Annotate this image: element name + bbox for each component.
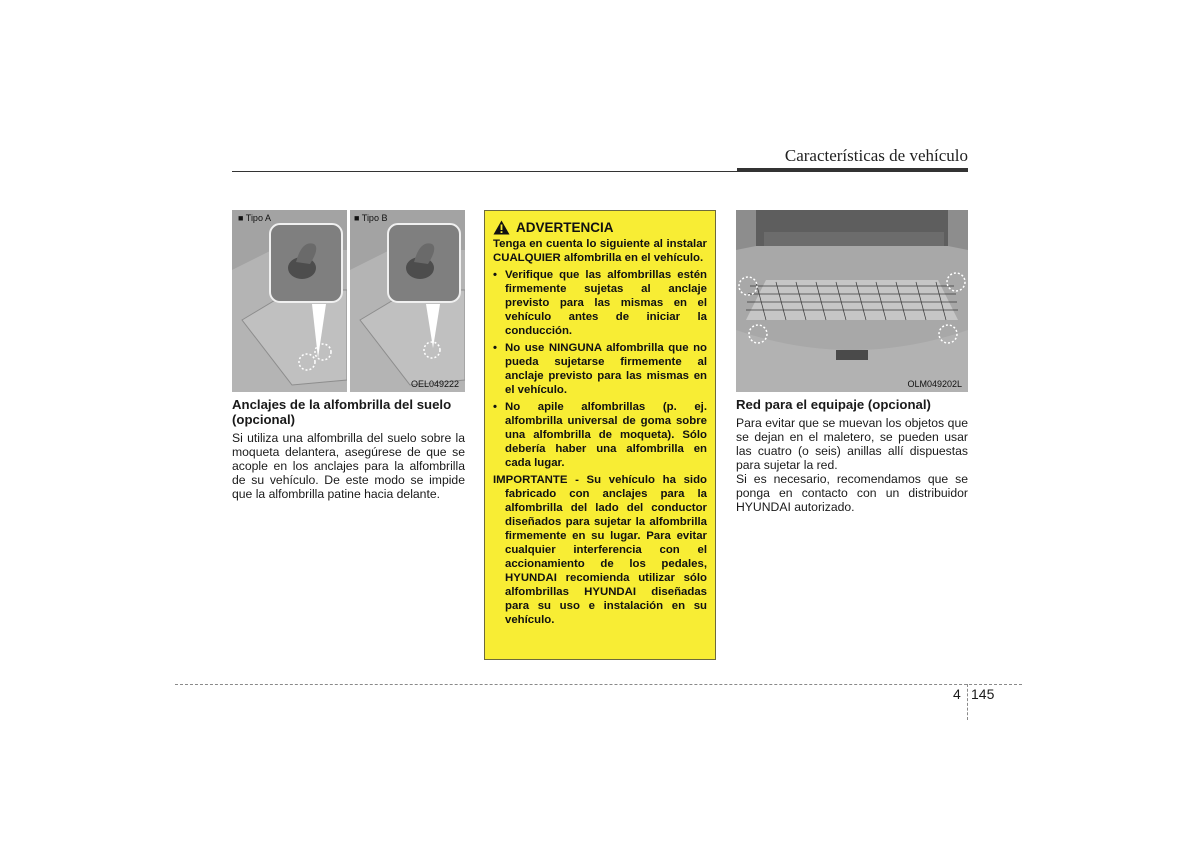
section-heading: Red para el equipaje (opcional) — [736, 397, 931, 412]
section-body: Si es necesario, recomendamos que se ponga en contacto con un distribuidor HYUNDAI autorizado. — [736, 472, 968, 514]
warning-box — [484, 210, 716, 660]
cargo-net-illustration — [736, 210, 968, 392]
mat-anchor-figure — [232, 210, 465, 392]
footer-rule — [175, 684, 1022, 685]
cargo-net-section — [736, 397, 968, 514]
chapter-number: 4 — [953, 686, 961, 702]
section-body: Si utiliza una alfombrilla del suelo sobre la moqueta delantera, asegúrese de que se acople en los anclajes para la alfombrilla de su vehículo. De este modo se impide que la alfombrilla patine hacia delante. — [232, 431, 465, 501]
warning-header — [493, 220, 707, 235]
mat-anchor-illustration — [232, 210, 465, 392]
mat-anchor-section — [232, 397, 465, 501]
section-body: Para evitar que se muevan los objetos que se dejan en el maletero, se pueden usar las cuatro (o seis) anillas allí dispuestas para sujetar la red. — [736, 416, 968, 472]
section-heading: Anclajes de la alfombrilla del suelo (opcional) — [232, 397, 452, 427]
warning-item: • Verifique que las alfombrillas estén firmemente sujetas al anclaje previsto para las mismas en el vehículo antes de iniciar la conducción. — [493, 269, 707, 337]
footer-divider — [967, 684, 968, 720]
figure-label-tipo-b: ■ Tipo B — [354, 213, 388, 223]
warning-triangle-icon — [493, 220, 510, 235]
warning-important: IMPORTANTE - Su vehículo ha sido fabricado con anclajes para la alfombrilla del lado del conductor diseñados para sujetar la alfombrilla firmemente en su lugar. Para evitar cualquier interferencia con el accionamiento de los pedales, HYUNDAI recomienda utilizar sólo alfombrillas HYUNDAI diseñadas para su uso e instalación en su vehículo. — [493, 474, 707, 626]
header-rule-accent — [737, 168, 968, 172]
warning-item: • No apile alfombrillas (p. ej. alfombrilla universal de goma sobre una alfombrilla de moqueta). Sólo debería haber una alfombrilla en cada lugar. — [493, 401, 707, 469]
page-number: 145 — [971, 686, 995, 702]
warning-title: ADVERTENCIA — [516, 219, 614, 235]
figure-code: OLM049202L — [907, 379, 962, 389]
section-title: Características de vehículo — [784, 146, 968, 165]
warning-item: • No use NINGUNA alfombrilla que no pueda sujetarse firmemente al anclaje previsto para las mismas en el vehículo. — [493, 342, 707, 396]
cargo-net-figure — [736, 210, 968, 392]
figure-code: OEL049222 — [410, 379, 459, 389]
figure-label-tipo-a: ■ Tipo A — [238, 213, 271, 223]
warning-intro: Tenga en cuenta lo siguiente al instalar CUALQUIER alfombrilla en el vehículo. — [493, 238, 707, 264]
